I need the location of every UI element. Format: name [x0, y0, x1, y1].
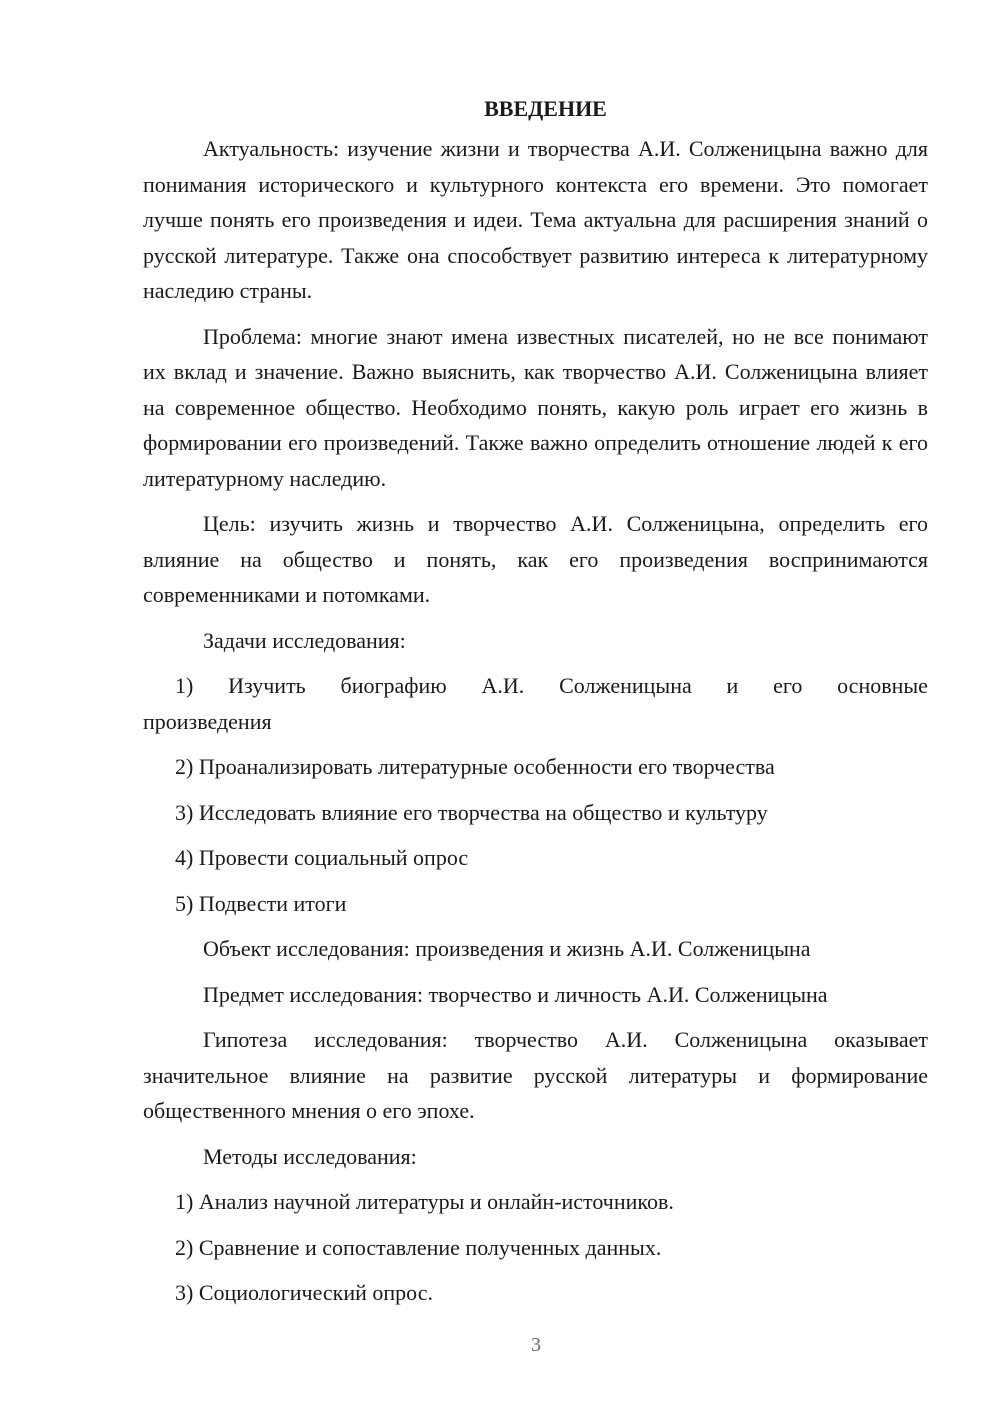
task-word: основные	[837, 673, 928, 698]
task-word: биографию	[340, 673, 447, 698]
research-subject: Предмет исследования: творчество и личность А.И. Солженицына	[203, 981, 828, 1007]
tasks-heading: Задачи исследования:	[203, 627, 406, 653]
task-item-1	[143, 668, 928, 739]
task-word: его	[773, 673, 803, 698]
task-item-3: 3) Исследовать влияние его творчества на общество и культуру	[175, 799, 768, 825]
task-word: Изучить	[228, 673, 306, 698]
relevance-paragraph: Актуальность: изучение жизни и творчества А.И. Солженицына важно для понимания исторического и культурного контекста его времени. Это помогает лучше понять его произведения и идеи. Тема актуальна для расширения знаний о русской литературе. Также она способствует развитию интереса к литературному наследию страны.	[143, 136, 928, 303]
methods-heading: Методы исследования:	[203, 1143, 417, 1169]
page-number: 3	[531, 1334, 541, 1356]
hypothesis-paragraph: Гипотеза исследования: творчество А.И. Солженицына оказывает значительное влияние на развитие русской литературы и формирование общественного мнения о его эпохе.	[143, 1027, 928, 1123]
task-word: 1)	[175, 673, 194, 698]
page-content	[143, 91, 928, 1311]
method-item-1: 1) Анализ научной литературы и онлайн-источников.	[175, 1189, 674, 1214]
task-word: А.И.	[481, 673, 525, 698]
task-word: и	[726, 673, 739, 698]
task-item-1-continuation: произведения	[143, 708, 272, 734]
task-item-5: 5) Подвести итоги	[175, 890, 347, 916]
task-item-4: 4) Провести социальный опрос	[175, 845, 469, 870]
page-title: ВВЕДЕНИЕ	[484, 96, 607, 121]
problem-paragraph: Проблема: многие знают имена известных писателей, но не все понимают их вклад и значение. Важно выяснить, как творчество А.И. Солженицына влияет на современное общество. Необходимо понять, какую роль играет его жизнь в формировании его произведений. Также важно определить отношение людей к его литературному наследию.	[143, 323, 928, 491]
method-item-3: 3) Социологический опрос.	[175, 1280, 433, 1305]
task-word: Солженицына	[559, 673, 692, 698]
method-item-2: 2) Сравнение и сопоставление полученных данных.	[175, 1234, 662, 1260]
research-object: Объект исследования: произведения и жизнь А.И. Солженицына	[203, 936, 811, 961]
task-item-1-line	[143, 668, 928, 704]
goal-paragraph: Цель: изучить жизнь и творчество А.И. Солженицына, определить его влияние на общество и понять, как его произведения воспринимаются современниками и потомками.	[143, 511, 928, 607]
task-item-2: 2) Проанализировать литературные особенности его творчества	[175, 754, 775, 779]
